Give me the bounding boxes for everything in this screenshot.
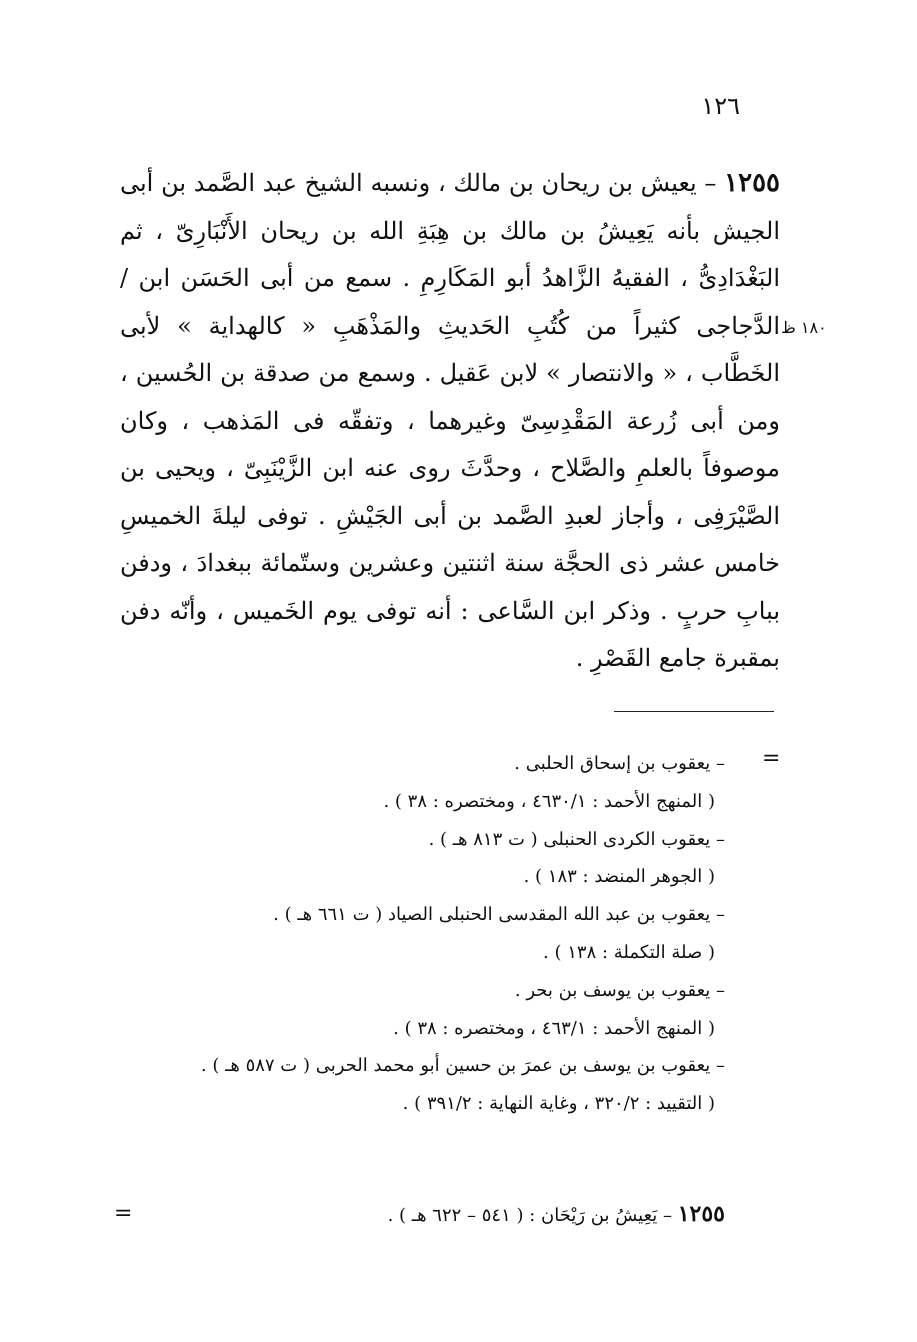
footnote-reference: ( المنهج الأحمد : ٤٦٣/١ ، ومختصره : ٣٨ ) . [393,1017,715,1039]
footnote-person: – يعقوب بن إسحاق الحلبى . [514,753,725,774]
footnote-person: – يعقوب بن يوسف بن بحر . [514,979,725,1001]
footnote-reference: ( التقييد : ٣٢٠/٢ ، وغاية النهاية : ٣٩١/٢ ) . [402,1093,715,1115]
biography-entry [120,160,780,683]
entry-text: – يعيش بن ريحان بن مالك ، ونسبه الشيخ عبد الصَّمد بن أبى الجيش بأنه يَعِيشُ بن مالك بن هِبَةِ الله بن ريحان الأَنْبَارِىّ ، ثم البَغْدَادِىُّ ، الفقيهُ الزَّاهدُ أبو المَكَارِمِ . سمع من أبى الحَسَن ابن / الدَّجاجى كثيراً من كُتُبِ الحَديثِ والمَذْهَبِ « كالهداية » لأبى الخَطَّاب ، « والانتصار » لابن عَقيل . وسمع من صدقة بن الحُسين ، ومن أبى زُرعة المَقْدِسِىّ وغيرهما ، وتفقّه فى المَذهب ، وكان موصوفاً بالعلمِ والصَّلاح ، وحدَّثَ روى عنه ابن الزَّيْنَبِىّ ، ويحيى بن الصَّيْرَفِى ، وأجاز لعبدِ الصَّمد بن أبى الجَيْشِ . توفى ليلةَ الخميسِ خامس عشر ذى الحجَّة سنة اثنتين وعشرين وستّمائة ببغدادَ ، ودفن ببابِ حربٍ . وذكر ابن السَّاعى : أنه توفى يوم الخَميس ، وأنّه دفن بمقبرة جامع القَصْرِ . [120,169,780,672]
footnote-person: – يعقوب بن عبد الله المقدسى الحنبلى الصياد ( ت ٦٦١ هـ ) . [273,904,725,926]
entry-footnote-text: – يَعِيشُ بن رَيْحَان : ( ٥٤١ – ٦٢٢ هـ ) . [387,1205,678,1226]
footnote-continues-marker: = [114,1201,133,1226]
footnote-reference: ( الجوهر المنضد : ١٨٣ ) . [523,866,715,888]
footnote-reference: ( المنهج الأحمد : ٤٦٣٠/١ ، ومختصره : ٣٨ ) . [383,790,715,812]
footnote-divider [614,711,774,712]
footnote-continued-marker: = [762,746,781,771]
footnote-person: – يعقوب الكردى الحنبلى ( ت ٨١٣ هـ ) . [428,828,725,850]
entry-number: ١٢٥٥ [724,168,780,198]
footnotes [100,745,725,1123]
footnote-person: – يعقوب بن يوسف بن عمرَ بن حسين أبو محمد الحربى ( ت ٥٨٧ هـ ) . [200,1055,725,1077]
entry-footnote-number: ١٢٥٥ [677,1201,725,1227]
manuscript-folio-note: ١٨٠ ظ [781,318,827,337]
page-number: ١٢٦ [701,92,740,120]
entry-footnote [100,1196,725,1234]
footnote-reference: ( صلة التكملة : ١٣٨ ) . [543,941,715,963]
